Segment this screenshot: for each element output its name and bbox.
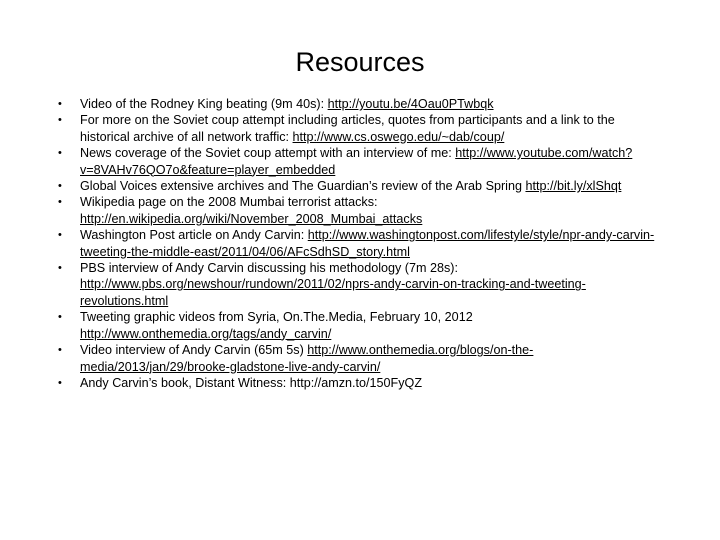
bullet-icon: • xyxy=(58,229,62,242)
bullet-icon: • xyxy=(58,196,62,209)
bullet-icon: • xyxy=(58,98,62,110)
item-link[interactable]: http://www.pbs.org/newshour/rundown/2011/02/nprs-andy-carvin-on-tracking-and-tweeting-revolutions.html xyxy=(80,277,586,308)
item-link[interactable]: http://en.wikipedia.org/wiki/November_2008_Mumbai_attacks xyxy=(80,211,423,226)
item-text: For more on the Soviet coup attempt including articles, quotes from participants and a link to the historical archive of all network traffic: xyxy=(80,113,615,144)
bullet-icon: • xyxy=(58,311,62,324)
list-item xyxy=(58,96,658,112)
list-item xyxy=(58,145,658,178)
item-link[interactable]: http://www.washingtonpost.com/lifestyle/style/npr-andy-carvin-tweeting-the-middle-east/2011/04/06/AFcSdhSD_story.html xyxy=(80,228,655,259)
bullet-icon: • xyxy=(58,147,62,160)
item-text: PBS interview of Andy Carvin discussing his methodology (7m 28s): xyxy=(80,261,458,276)
bullet-icon: • xyxy=(58,262,62,275)
item-link[interactable]: http://www.onthemedia.org/tags/andy_carvin/ xyxy=(80,326,332,341)
resource-list xyxy=(58,96,658,391)
item-link[interactable]: http://bit.ly/xlShqt xyxy=(525,179,622,194)
list-item xyxy=(58,112,658,145)
slide-title: Resources xyxy=(295,47,425,78)
item-text: Washington Post article on Andy Carvin: xyxy=(80,228,308,243)
list-item xyxy=(58,309,658,342)
item-link[interactable]: http://youtu.be/4Oau0PTwbqk xyxy=(327,97,494,111)
item-text: Video interview of Andy Carvin (65m 5s) xyxy=(80,343,308,358)
item-link[interactable]: http://www.onthemedia.org/blogs/on-the-media/2013/jan/29/brooke-gladstone-live-andy-carvin/ xyxy=(80,343,534,374)
list-item xyxy=(58,227,658,260)
list-item xyxy=(58,178,658,194)
bullet-icon: • xyxy=(58,180,62,193)
bullet-icon: • xyxy=(58,114,62,127)
item-text: Tweeting graphic videos from Syria, On.The.Media, February 10, 2012 xyxy=(80,310,473,325)
bullet-icon: • xyxy=(58,376,62,389)
list-item xyxy=(58,342,658,375)
list-item xyxy=(58,194,658,227)
item-text: Global Voices extensive archives and The Guardian’s review of the Arab Spring xyxy=(80,179,526,194)
list-item xyxy=(58,260,658,309)
bullet-icon: • xyxy=(58,344,62,357)
item-text: Video of the Rodney King beating (9m 40s): xyxy=(80,97,328,111)
item-text: Wikipedia page on the 2008 Mumbai terrorist attacks: xyxy=(80,195,378,210)
item-text: Andy Carvin’s book, Distant Witness: http://amzn.to/150FyQZ xyxy=(80,375,423,390)
list-item xyxy=(58,375,658,391)
item-text: News coverage of the Soviet coup attempt with an interview of me: xyxy=(80,146,456,161)
item-link[interactable]: http://www.cs.oswego.edu/~dab/coup/ xyxy=(292,129,505,144)
item-link[interactable]: http://www.youtube.com/watch?v=8VAHv76QO7o&feature=player_embedded xyxy=(80,146,633,177)
